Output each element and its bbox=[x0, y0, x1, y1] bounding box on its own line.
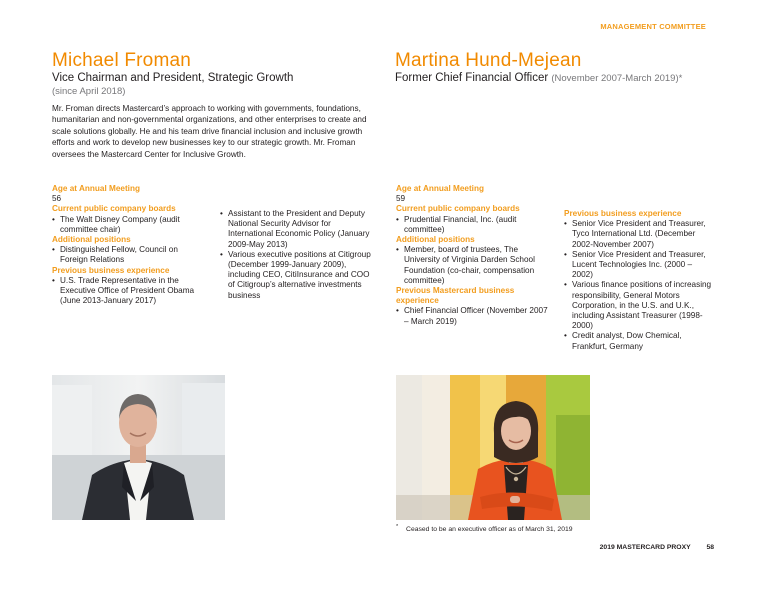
list-item: • Senior Vice President and Treasurer, Lucent Technologies Inc. (2000 – 2002) bbox=[564, 250, 714, 281]
footnote-mark: * bbox=[396, 524, 399, 530]
footer-doc-title: 2019 MASTERCARD PROXY bbox=[599, 544, 691, 551]
right-profile-name: Martina Hund-Mejean bbox=[395, 50, 582, 71]
right-additional-list bbox=[396, 245, 548, 286]
list-item: • Member, board of trustees, The University of Virginia Darden School Foundation (co-chair, compensation committee) bbox=[396, 245, 548, 286]
right-profile-photo bbox=[396, 375, 590, 520]
list-item: • Senior Vice President and Treasurer, Tyco International Ltd. (December 2002-November 2007) bbox=[564, 219, 714, 250]
footnote bbox=[396, 524, 573, 533]
right-prev-mc-list bbox=[396, 306, 548, 326]
list-item: • Various executive positions at Citigroup (December 1999-January 2009), including CEO, CitiInsurance and COO of Citigroup’s alternative investments business bbox=[220, 250, 372, 301]
right-additional-label: Additional positions bbox=[396, 235, 475, 245]
right-previous-label: Previous business experience bbox=[564, 209, 682, 218]
section-label: MANAGEMENT COMMITTEE bbox=[600, 22, 706, 31]
left-previous-list bbox=[52, 276, 202, 307]
list-item: • U.S. Trade Representative in the Executive Office of President Obama (June 2013-January 2017) bbox=[52, 276, 202, 307]
right-prev-mc-label: Previous Mastercard business experience bbox=[396, 286, 515, 306]
woman-portrait-image bbox=[396, 375, 590, 520]
right-profile-title-line bbox=[395, 72, 682, 84]
left-previous-label: Previous business experience bbox=[52, 265, 170, 275]
list-item: • Chief Financial Officer (November 2007 – March 2019) bbox=[396, 306, 548, 326]
left-details-col2 bbox=[220, 209, 372, 301]
right-boards-list bbox=[396, 215, 548, 235]
left-profile-title: Vice Chairman and President, Strategic Growth bbox=[52, 72, 294, 84]
list-item: • Credit analyst, Dow Chemical, Frankfurt, Germany bbox=[564, 331, 714, 351]
right-boards-label: Current public company boards bbox=[396, 204, 520, 214]
footnote-text: Ceased to be an executive officer as of March 31, 2019 bbox=[406, 526, 573, 534]
list-item: • The Walt Disney Company (audit committee chair) bbox=[52, 215, 202, 235]
left-additional-list bbox=[52, 245, 202, 265]
left-boards-list bbox=[52, 215, 202, 235]
right-details-col1 bbox=[396, 184, 548, 327]
page-footer bbox=[600, 544, 714, 551]
left-profile-bio: Mr. Froman directs Mastercard’s approach to working with governments, foundations, humanitarian and non-governmental organizations, and other enterprises to create and scale solutions globally. He and his team drive financial inclusion and inclusive growth efforts and work to develop new businesses key to our strategic growth. Mr. Froman oversees the Mastercard Center for Inclusive Growth. bbox=[52, 104, 367, 159]
left-additional-label: Additional positions bbox=[52, 235, 131, 245]
right-profile-tenure: (November 2007-March 2019)* bbox=[551, 73, 683, 84]
left-age-value: 56 bbox=[52, 194, 62, 204]
list-item: • Distinguished Fellow, Council on Foreign Relations bbox=[52, 245, 202, 265]
right-age-label: Age at Annual Meeting bbox=[396, 184, 484, 193]
right-profile-title: Former Chief Financial Officer bbox=[395, 72, 549, 84]
left-profile-name: Michael Froman bbox=[52, 50, 192, 71]
list-item: • Prudential Financial, Inc. (audit committee) bbox=[396, 215, 548, 235]
right-details-col2 bbox=[564, 209, 714, 352]
man-portrait-image bbox=[52, 375, 225, 520]
left-details-col1 bbox=[52, 184, 202, 306]
page-number: 58 bbox=[706, 544, 714, 551]
right-previous-list bbox=[564, 219, 714, 352]
list-item: • Assistant to the President and Deputy National Security Advisor for International Economic Policy (January 2009-May 2013) bbox=[220, 209, 372, 250]
left-previous-list-cont bbox=[220, 209, 372, 301]
right-age-value: 59 bbox=[396, 194, 406, 204]
list-item: • Various finance positions of increasing responsibility, General Motors Corporation, in the U.S. and U.K., including Assistant Treasurer (1998-2000) bbox=[564, 280, 714, 331]
left-profile-since: (since April 2018) bbox=[52, 86, 126, 97]
left-boards-label: Current public company boards bbox=[52, 204, 176, 214]
left-age-label: Age at Annual Meeting bbox=[52, 184, 140, 193]
left-profile-photo bbox=[52, 375, 225, 520]
